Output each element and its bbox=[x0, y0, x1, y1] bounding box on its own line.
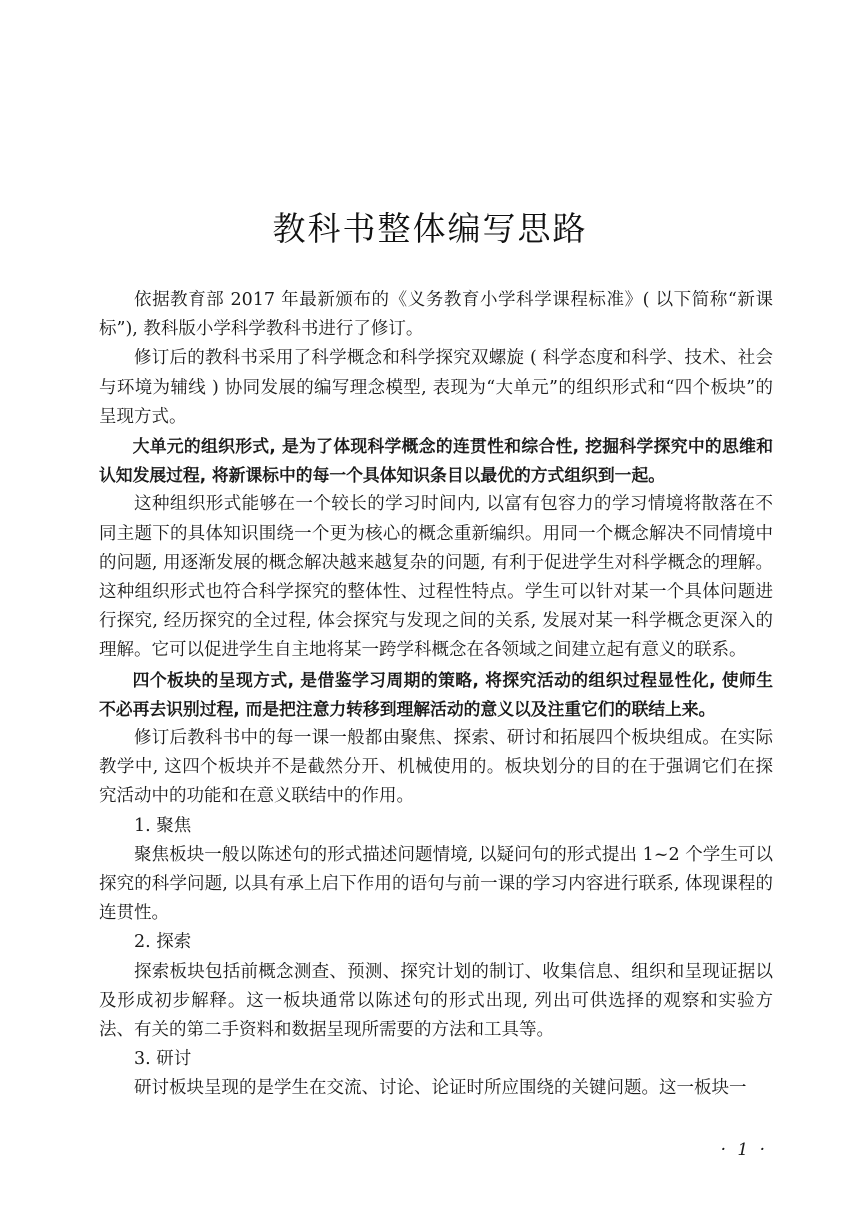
document-body bbox=[99, 286, 773, 1104]
bold-paragraph: 大单元的组织形式, 是为了体现科学概念的连贯性和综合性, 挖掘科学探究中的思维和认知发展过程, 将新课标中的每一个具体知识条目以最优的方式组织到一起。 bbox=[99, 436, 773, 486]
section-heading: 2. 探索 bbox=[134, 932, 192, 953]
page-number: · 1 · bbox=[720, 1140, 768, 1160]
paragraph: 聚焦板块一般以陈述句的形式描述问题情境, 以疑问句的形式提出 1~2 个学生可以探究的科学问题, 以具有承上启下作用的语句与前一课的学习内容进行联系, 体现课程的连贯性。 bbox=[99, 844, 773, 924]
page-title: 教科书整体编写思路 bbox=[272, 209, 588, 248]
paragraph: 研讨板块呈现的是学生在交流、讨论、论证时所应围绕的关键问题。这一板块一 bbox=[134, 1078, 747, 1099]
section-heading: 3. 研讨 bbox=[134, 1049, 192, 1070]
paragraph: 探索板块包括前概念测查、预测、探究计划的制订、收集信息、组织和呈现证据以及形成初步解释。这一板块通常以陈述句的形式出现, 列出可供选择的观察和实验方法、有关的第二手资料和数据呈现所需要的方法和工具等。 bbox=[99, 961, 773, 1041]
bold-paragraph: 四个板块的呈现方式, 是借鉴学习周期的策略, 将探究活动的组织过程显性化, 使师生不必再去识别过程, 而是把注意力转移到理解活动的意义以及注重它们的联结上来。 bbox=[99, 669, 773, 719]
paragraph: 依据教育部 2017 年最新颁布的《义务教育小学科学课程标准》( 以下简称“新课标”), 教科版小学科学教科书进行了修订。 bbox=[99, 290, 773, 340]
section-heading: 1. 聚焦 bbox=[134, 815, 192, 836]
paragraph: 修订后的教科书采用了科学概念和科学探究双螺旋 ( 科学态度和科学、技术、社会与环境为辅线 ) 协同发展的编写理念模型, 表现为“大单元”的组织形式和“四个板块”的呈现方式。 bbox=[99, 348, 773, 427]
paragraph: 修订后教科书中的每一课一般都由聚焦、探索、研讨和拓展四个板块组成。在实际教学中, 这四个板块并不是截然分开、机械使用的。板块划分的目的在于强调它们在探究活动中的功能和在意义联结中的作用。 bbox=[99, 728, 773, 807]
paragraph: 这种组织形式能够在一个较长的学习时间内, 以富有包容力的学习情境将散落在不同主题下的具体知识围绕一个更为核心的概念重新编织。用同一个概念解决不同情境中的问题, 用逐渐发展的概念解决越来越复杂的问题, 有利于促进学生对科学概念的理解。这种组织形式也符合科学探究的整体性、过程性特点。学生可以针对某一个具体问题进行探究, 经历探究的全过程, 体会探究与发现之间的关系, 发展对某一科学概念更深入的理解。它可以促进学生自主地将某一跨学科概念在各领域之间建立起有意义的联系。 bbox=[99, 494, 773, 661]
